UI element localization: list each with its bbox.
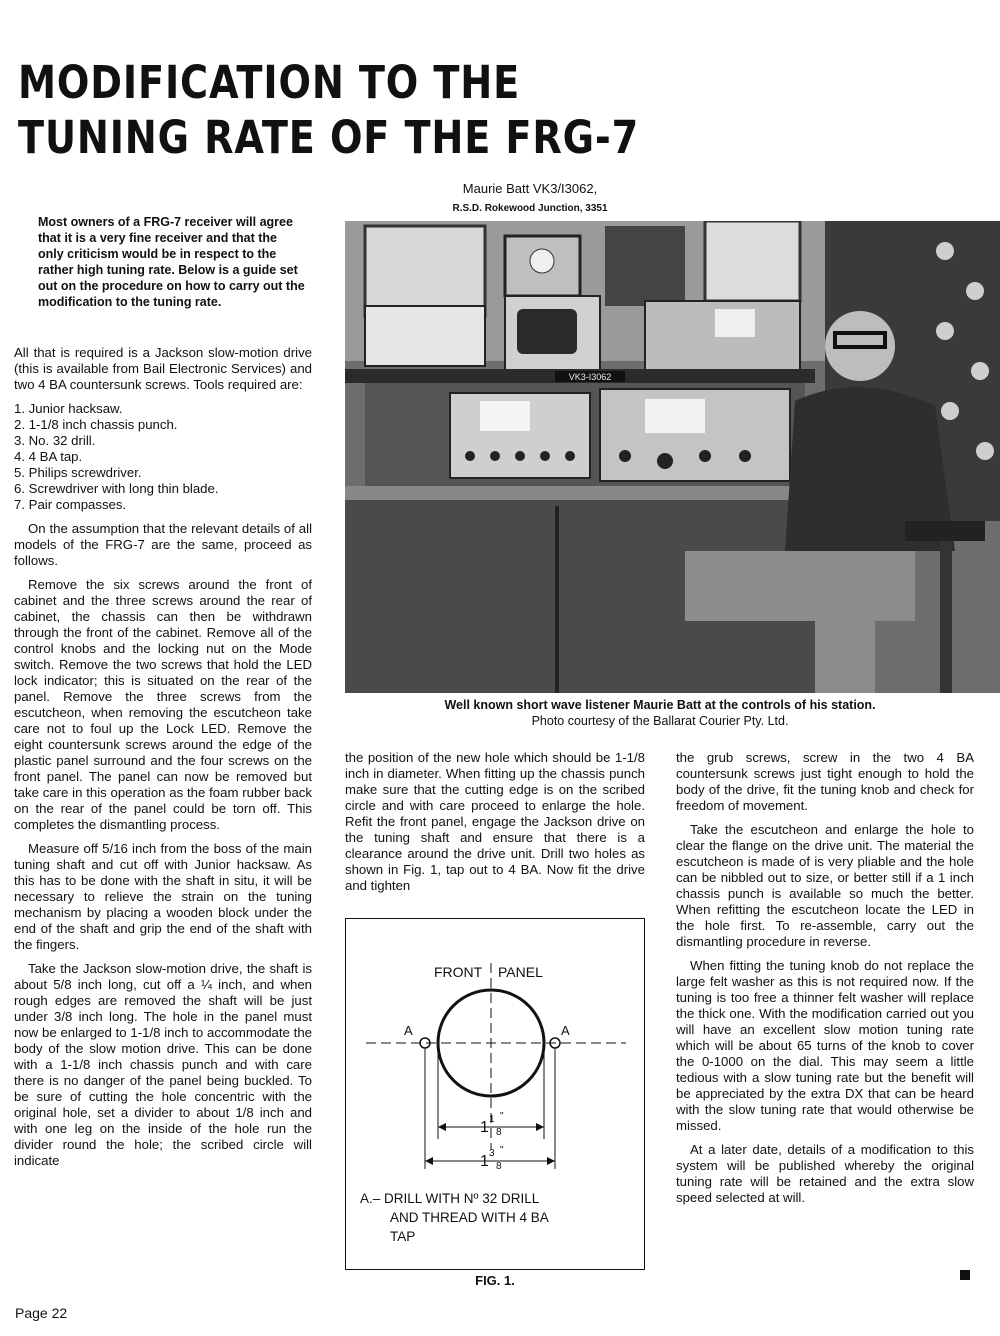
column-2	[345, 750, 645, 902]
col1-paragraph: Remove the six screws around the front of cabinet and the three screws around the rear of cabinet, the chassis can then be withdrawn through the front of the cabinet. Remove all of the control knobs and the locking nut on the Mode switch. Remove the two screws that hold the LED lock indicator; this is situated on the rear of the panel. Remove the three screws from the escutcheon, when removing the escutcheon take care not to foul up the Lock LED. Remove the eight countersunk screws around the edge of the plastic panel surround and the four screws on the front panel. The panel can now be removed but take care in this operation as the foam rubber back on the rear of the panel could be torn off. This completes the dismantling process.	[14, 577, 312, 832]
station-photo	[345, 221, 1000, 693]
intro-paragraph: Most owners of a FRG-7 receiver will agree that it is a very fine receiver and that the only criticism would be in respect to the rather high tuning rate. Below is a guide set out on the procedure on how to carry out the modification to the tuning rate.	[38, 215, 305, 309]
byline	[430, 178, 630, 218]
col1-paragraph: On the assumption that the relevant details of all models of the FRG-7 are the same, proceed as follows.	[14, 521, 312, 568]
dim-outer-whole: 1	[480, 1153, 489, 1170]
list-item: 3. No. 32 drill.	[14, 433, 96, 448]
col3-paragraph: When fitting the tuning knob do not replace the large felt washer as this is not required now. If the tuning is too free a thinner felt washer will replace the thick one. With the modification carried out you will have an excellent slow motion tuning rate which will be about 65 turns of the knob to cover the 0-1000 on the dial. This may seem a little tedious with a slow tuning rate but the benefit will be appreciated by the extra DX that can be heard with the slow tuning rate that would otherwise be missed.	[676, 958, 974, 1133]
photo-illustration	[345, 221, 1000, 693]
col3-paragraph: Take the escutcheon and enlarge the hole to clear the flange on the drive unit. The material the escutcheon is made of is very pliable and the hole can be nibbled out to size, or better still if a 1 inch chassis punch is available so much the better. When refitting the escutcheon locate the LED in the hole first. To re-assemble, carry out the dismantling procedure in reverse.	[676, 822, 974, 949]
list-item: 6. Screwdriver with long thin blade.	[14, 481, 219, 496]
page-number: Page 22	[15, 1305, 68, 1321]
label-a-right: A	[561, 1023, 570, 1038]
callsign-sign: VK3-I3062	[568, 372, 612, 382]
panel-drill-diagram	[346, 919, 644, 1269]
list-item: 1. Junior hacksaw.	[14, 401, 123, 416]
figure-1-diagram	[345, 918, 645, 1270]
label-front: FRONT	[434, 964, 483, 980]
article-title	[18, 55, 783, 165]
title-line-2: TUNING RATE OF THE FRG-7	[18, 111, 640, 164]
column-3	[676, 750, 974, 1214]
list-item: 4. 4 BA tap.	[14, 449, 83, 464]
author-name: Maurie Batt VK3/I3062,	[462, 181, 598, 196]
drill-note-line-2: AND THREAD WITH 4 BA	[390, 1210, 549, 1225]
col3-paragraph: At a later date, details of a modification to this system will be published whereby the original tuning rate will be retained and the extra slow speed selected at will.	[676, 1142, 974, 1205]
dim-inner-num: 1	[489, 1114, 495, 1125]
dim-inner-whole: 1	[480, 1119, 489, 1136]
dim-inner-den: 8	[496, 1127, 502, 1138]
column-1	[14, 345, 312, 1177]
col1-paragraph: All that is required is a Jackson slow-motion drive (this is available from Bail Electronic Services) and two 4 BA countersunk screws. Tools required are:	[14, 345, 312, 392]
col2-paragraph: the position of the new hole which should be 1-1/8 inch in diameter. When fitting up the chassis punch make sure that the cutting edge is on the scribed circle and with care proceed to enlarge the hole. Refit the front panel, engage the Jackson drive on the tuning shaft and ensure that there is a clearance around the drive unit. Drill two holes as shown in Fig. 1, tap out to 4 BA. Now fit the drive and tighten	[345, 750, 645, 893]
list-item: 5. Philips screwdriver.	[14, 465, 142, 480]
author-address: R.S.D. Rokewood Junction, 3351	[452, 203, 608, 214]
dim-outer-inch: "	[500, 1145, 504, 1156]
title-line-1: MODIFICATION TO THE	[18, 56, 521, 109]
list-item: 7. Pair compasses.	[14, 497, 127, 512]
col3-paragraph: the grub screws, screw in the two 4 BA countersunk screws just tight enough to hold the body of the drive, fit the tuning knob and check for freedom of movement.	[676, 750, 974, 813]
list-item: 2. 1-1/8 inch chassis punch.	[14, 417, 178, 432]
drill-note-line-3: TAP	[390, 1229, 416, 1244]
label-a-left: A	[404, 1023, 413, 1038]
col1-paragraph: Take the Jackson slow-motion drive, the shaft is about 5/8 inch long, cut off a ¼ inch, and when rough edges are removed the shaft will be just under 3/8 inch long. The hole in the panel must now be enlarged to 1-1/8 inch to accommodate the body of the slow motion drive. This can be done with a 1-1/8 inch chassis punch and with care there is no danger of the panel being buckled. To be sure of cutting the hole concentric with the original hole, set a divider to about 1/8 inch and with one leg on the inside of the hole run the divider round the hole; the scribed circle will indicate	[14, 961, 312, 1168]
figure-label: FIG. 1.	[475, 1273, 515, 1288]
caption-credit: Photo courtesy of the Ballarat Courier Pty. Ltd.	[531, 714, 789, 728]
tools-list	[14, 401, 312, 513]
photo-caption	[345, 697, 975, 729]
label-panel: PANEL	[498, 964, 543, 980]
dim-outer-den: 8	[496, 1161, 502, 1172]
dim-outer-num: 3	[489, 1148, 495, 1159]
end-mark	[960, 1270, 970, 1280]
drill-note-line-1: A.– DRILL WITH Nº 32 DRILL	[360, 1191, 540, 1206]
col1-paragraph: Measure off 5/16 inch from the boss of the main tuning shaft and cut off with Junior hacksaw. As this has to be done with the shaft in situ, it will be necessary to relieve the strain on the tuning mechanism by placing a wooden block under the end of the shaft and grip the end of the shaft with the fingers.	[14, 841, 312, 952]
dim-inner-inch: "	[500, 1111, 504, 1122]
caption-main: Well known short wave listener Maurie Batt at the controls of his station.	[444, 698, 876, 712]
